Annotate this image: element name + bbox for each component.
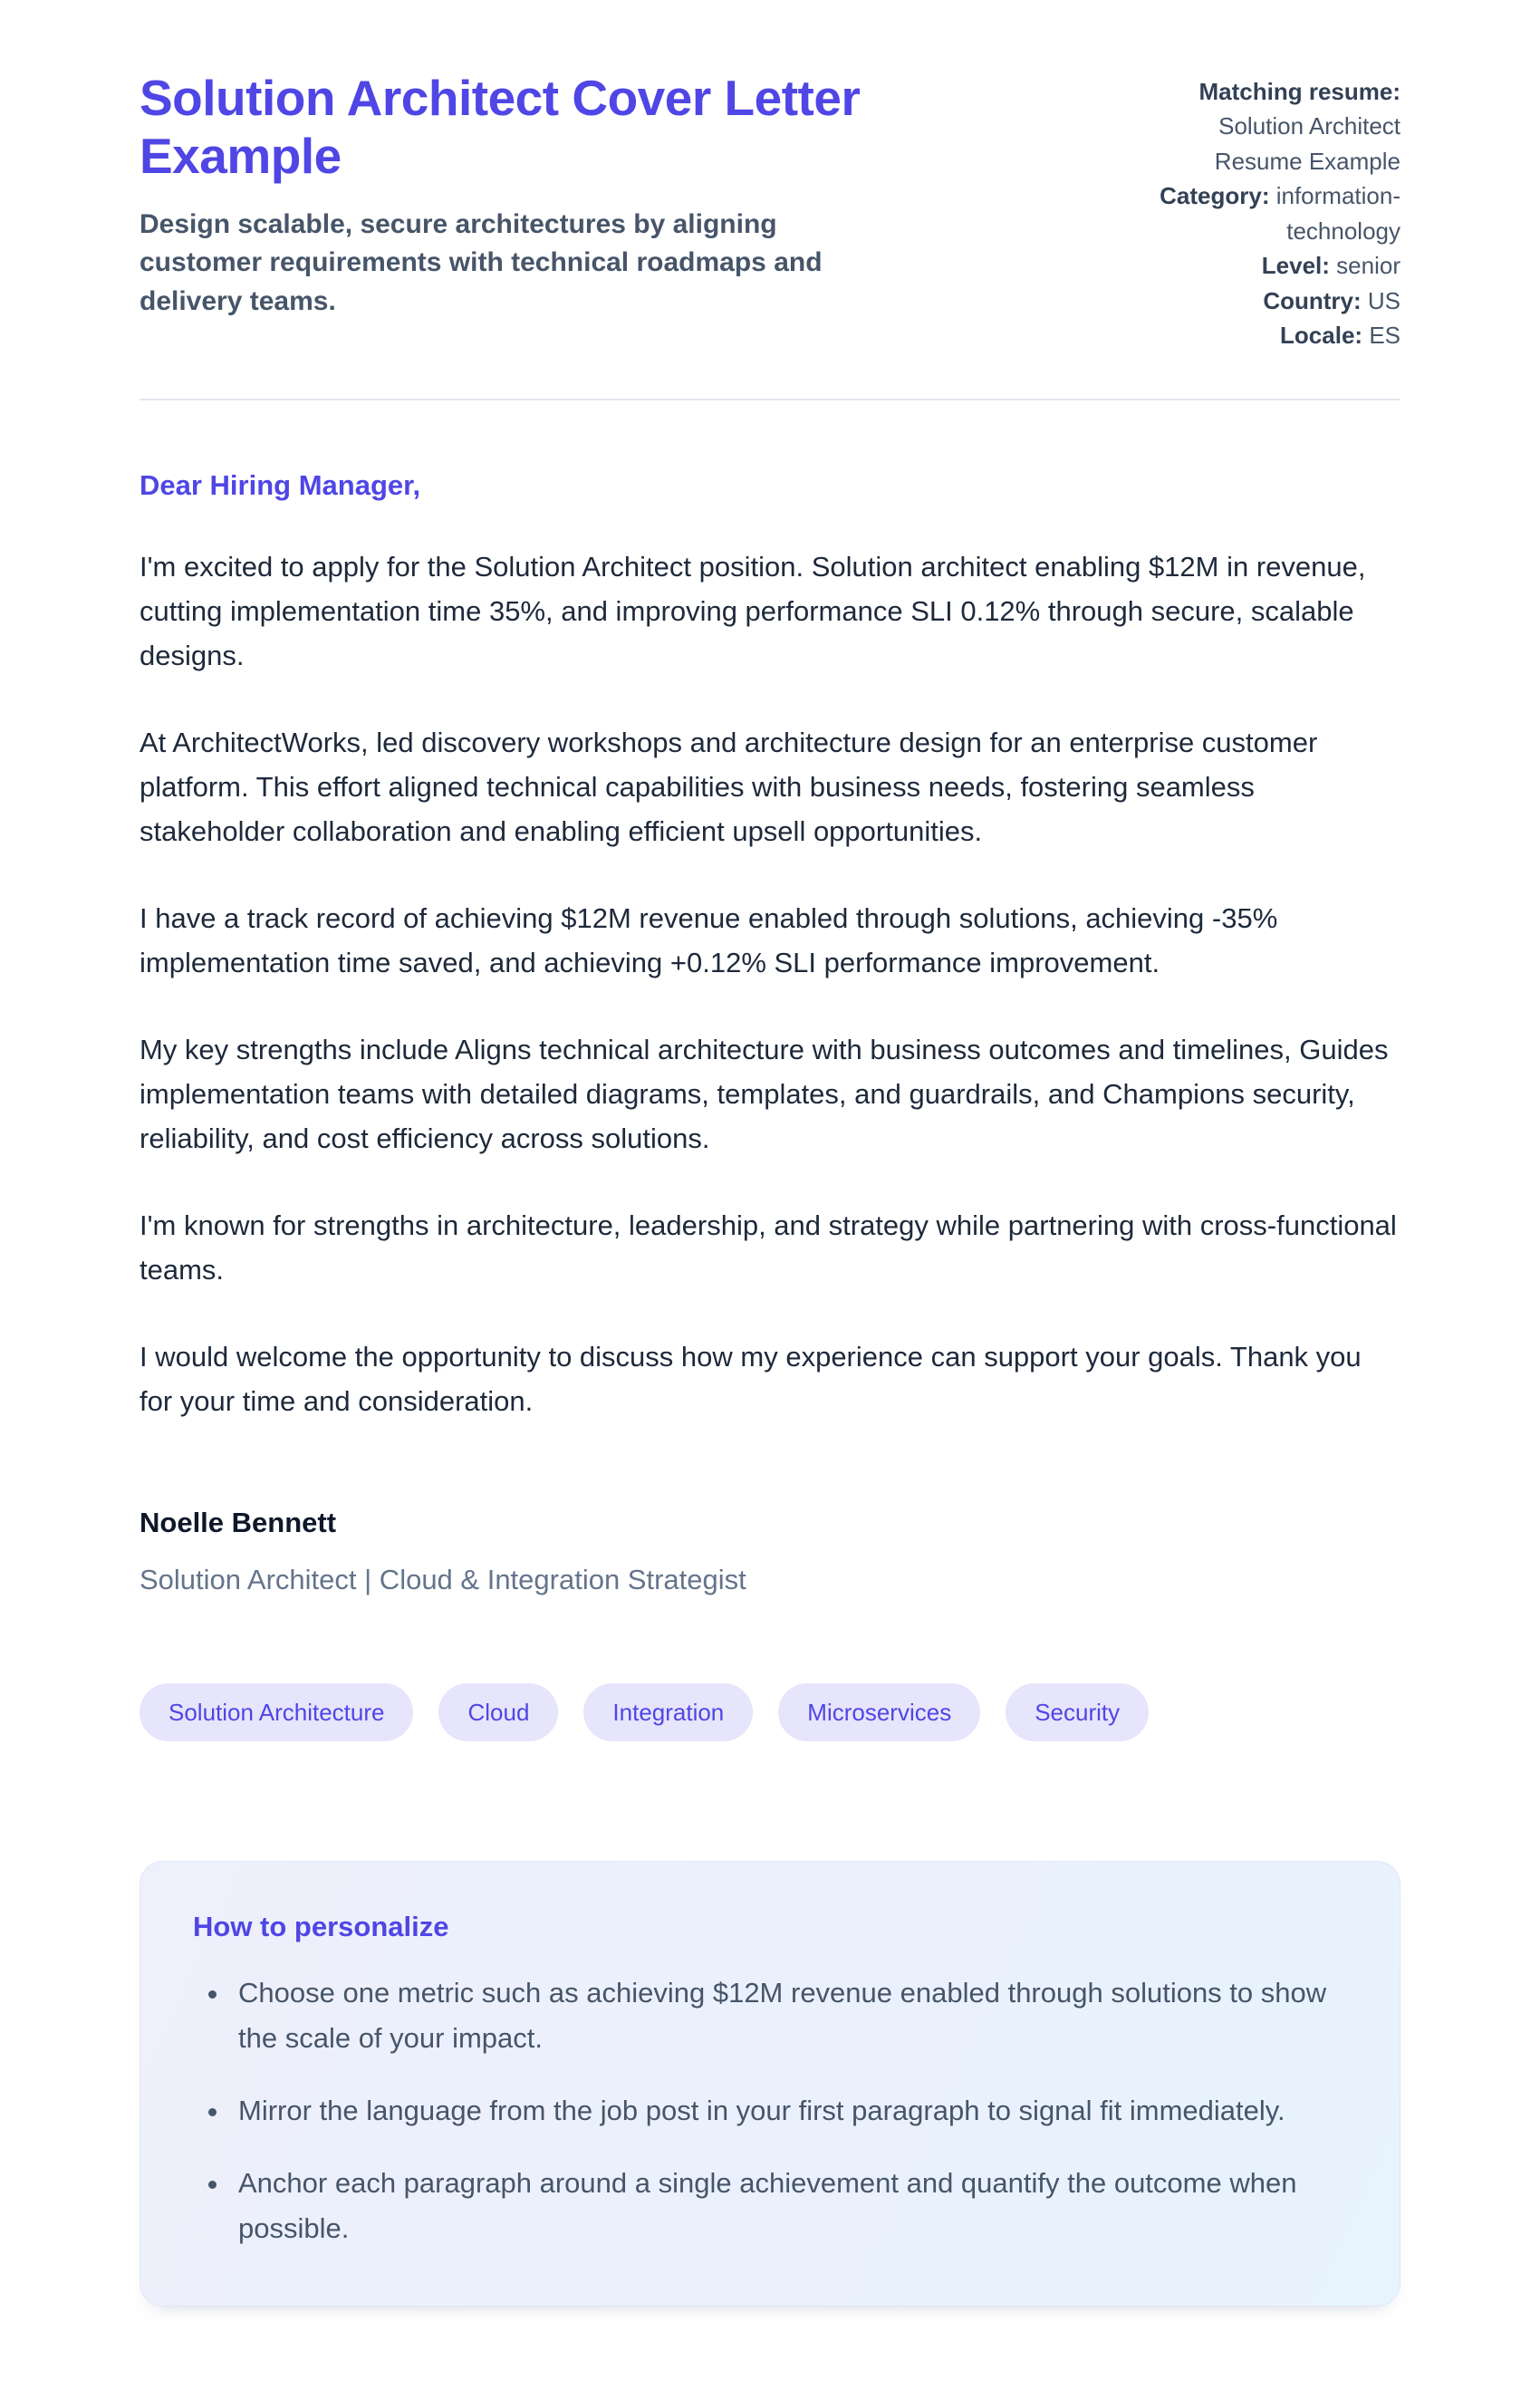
header-divider <box>140 399 1400 400</box>
meta-value-category: information-technology <box>1275 182 1400 245</box>
meta-row-locale <box>1129 318 1400 352</box>
personalize-bullet: • Anchor each paragraph around a single achievement and quantify the outcome when possible. <box>231 2161 1347 2251</box>
tag-pill-integration[interactable]: Integration <box>583 1683 753 1741</box>
personalize-heading: How to personalize <box>193 1910 449 1942</box>
header-left <box>140 69 1073 321</box>
meta-row-country <box>1129 284 1400 318</box>
letter-paragraph: I'm excited to apply for the Solution Architect position. Solution architect enabling $12M in revenue, cutting implementation time 35%, and improving performance SLI 0.12% through secure, scalable designs. <box>140 550 1366 671</box>
meta-value-country: US <box>1367 286 1400 314</box>
meta-label-category: Category: <box>1160 182 1270 210</box>
meta-label-country: Country: <box>1263 286 1362 314</box>
personalize-list <box>193 1970 1347 2251</box>
meta-block <box>1129 69 1400 353</box>
page-subtitle: Design scalable, secure architectures by aligning customer requirements with technical roadmaps and delivery teams. <box>140 208 823 316</box>
personalize-bullet: • Mirror the language from the job post in your first paragraph to signal fit immediately. <box>231 2088 1347 2134</box>
letter-paragraph: I have a track record of achieving $12M revenue enabled through solutions, achieving -35% implementation time saved, and achieving +0.12% SLI performance improvement. <box>140 901 1278 978</box>
page-title: Solution Architect Cover Letter Example <box>140 70 861 185</box>
letter-paragraph: I would welcome the opportunity to discuss how my experience can support your goals. Thank you for your time and consideration. <box>140 1340 1362 1417</box>
meta-row-level <box>1129 248 1400 283</box>
meta-value-locale: ES <box>1369 322 1400 350</box>
letter-greeting: Dear Hiring Manager, <box>140 468 421 501</box>
tag-pill-security[interactable]: Security <box>1006 1683 1149 1741</box>
meta-label-locale: Locale: <box>1280 322 1363 350</box>
meta-row-category <box>1129 178 1400 248</box>
tag-pill-solution-architecture[interactable]: Solution Architecture <box>140 1683 413 1741</box>
meta-label-level: Level: <box>1261 252 1330 280</box>
meta-value-level: senior <box>1336 252 1400 280</box>
tag-list <box>140 1683 1400 1741</box>
meta-value-matching-resume: Solution Architect Resume Example <box>1214 112 1400 175</box>
signature-title: Solution Architect | Cloud & Integration Strategist <box>140 1563 746 1595</box>
letter-paragraph: I'm known for strengths in architecture, leadership, and strategy while partnering with cross-functional teams. <box>140 1209 1397 1286</box>
signature-name: Noelle Bennett <box>140 1506 337 1538</box>
meta-label-matching-resume: Matching resume: <box>1198 78 1400 105</box>
personalize-bullet: • Choose one metric such as achieving $12M revenue enabled through solutions to show the scale of your impact. <box>231 1970 1347 2061</box>
meta-row-matching-resume <box>1129 74 1400 178</box>
letter-paragraph: My key strengths include Aligns technical architecture with business outcomes and timelines, Guides implementation teams with detailed diagrams, templates, and guardrails, and Champions security, reliability, and cost efficiency across solutions. <box>140 1033 1389 1154</box>
page-container <box>140 0 1400 2395</box>
tag-pill-microservices[interactable]: Microservices <box>778 1683 980 1741</box>
letter-paragraph: At ArchitectWorks, led discovery workshops and architecture design for an enterprise customer platform. This effort aligned technical capabilities with business needs, fostering seamless stakeholder collaboration and enabling efficient upsell opportunities. <box>140 726 1318 847</box>
tag-pill-cloud[interactable]: Cloud <box>438 1683 558 1741</box>
personalize-card <box>140 1861 1400 2307</box>
header <box>140 69 1400 353</box>
